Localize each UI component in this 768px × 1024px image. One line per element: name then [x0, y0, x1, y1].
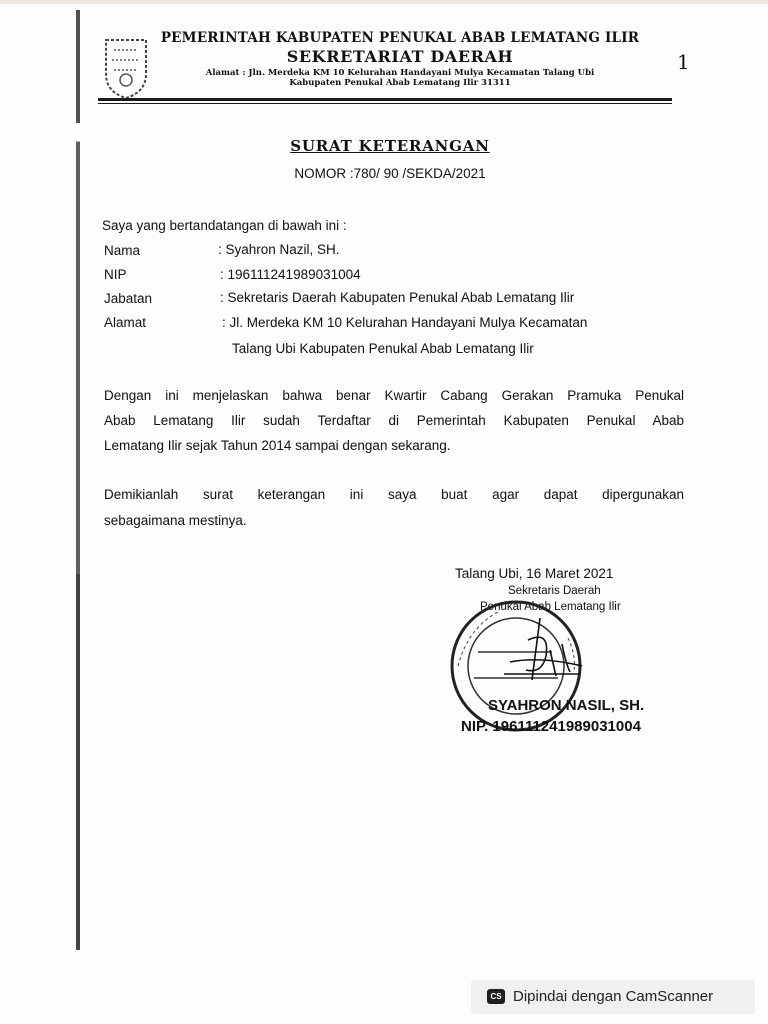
letterhead-office: SEKRETARIAT DAERAH	[286, 47, 514, 66]
camscanner-text: Dipindai dengan CamScanner	[513, 988, 714, 1005]
document-number: NOMOR :780/ 90 /SEKDA/2021	[294, 166, 486, 181]
intro-text: Saya yang bertandatangan di bawah ini :	[102, 218, 347, 233]
camscanner-watermark	[471, 980, 755, 1014]
handwritten-signature	[470, 610, 590, 690]
identity-label-nama: Nama	[104, 243, 141, 258]
identity-value-nip: : 196111241989031004	[220, 267, 361, 282]
letterhead-government: PEMERINTAH KABUPATEN PENUKAL ABAB LEMATANG ILIR	[160, 30, 640, 46]
body-paragraph-1-line-3: Lematang Ilir sejak Tahun 2014 sampai dengan sekarang.	[104, 438, 451, 453]
letterhead-rule-thick	[98, 98, 672, 101]
document-title: SURAT KETERANGAN	[290, 137, 490, 155]
signatory-nip: NIP. 196111241989031004	[461, 718, 641, 735]
letterhead-address: Alamat : Jln. Merdeka KM 10 Kelurahan Handayani Mulya Kecamatan Talang Ubi	[205, 68, 595, 78]
letterhead	[150, 30, 650, 88]
body-paragraph-1-line-2: Abab Lematang Ilir sudah Terdaftar di Pemerintah Kabupaten Penukal Abab	[104, 413, 684, 428]
identity-value-nama: : Syahron Nazil, SH.	[218, 242, 340, 257]
identity-label-nip: NIP	[104, 267, 127, 282]
identity-value-alamat: : Jl. Merdeka KM 10 Kelurahan Handayani Mulya Kecamatan	[222, 315, 588, 330]
signatory-name: SYAHRON NASIL, SH.	[488, 697, 645, 714]
identity-value-jabatan: : Sekretaris Daerah Kabupaten Penukal Abab Lematang Ilir	[220, 290, 575, 305]
body-paragraph-2-line-1: Demikianlah surat keterangan ini saya buat agar dapat dipergunakan	[104, 487, 684, 502]
body-paragraph-1-line-1: Dengan ini menjelaskan bahwa benar Kwartir Cabang Gerakan Pramuka Penukal	[104, 388, 684, 403]
regency-coat-of-arms-icon	[100, 34, 152, 100]
signature-place-date: Talang Ubi, 16 Maret 2021	[455, 566, 614, 581]
camscanner-icon: CS	[487, 989, 505, 1004]
letterhead-rule-thin	[98, 103, 672, 104]
scan-edge	[0, 0, 768, 4]
page-number: 1	[677, 50, 690, 74]
identity-value-alamat-cont: Talang Ubi Kabupaten Penukal Abab Lematang Ilir	[232, 341, 534, 356]
signature-region: Penukal Abab Lematang Ilir	[480, 601, 621, 613]
body-paragraph-2-line-2: sebagaimana mestinya.	[104, 513, 247, 528]
letterhead-address-cont: Kabupaten Penukal Abab Lematang Ilir 31311	[289, 78, 511, 88]
identity-label-jabatan: Jabatan	[104, 291, 153, 306]
identity-label-alamat: Alamat	[104, 315, 147, 330]
signature-position: Sekretaris Daerah	[508, 585, 601, 597]
